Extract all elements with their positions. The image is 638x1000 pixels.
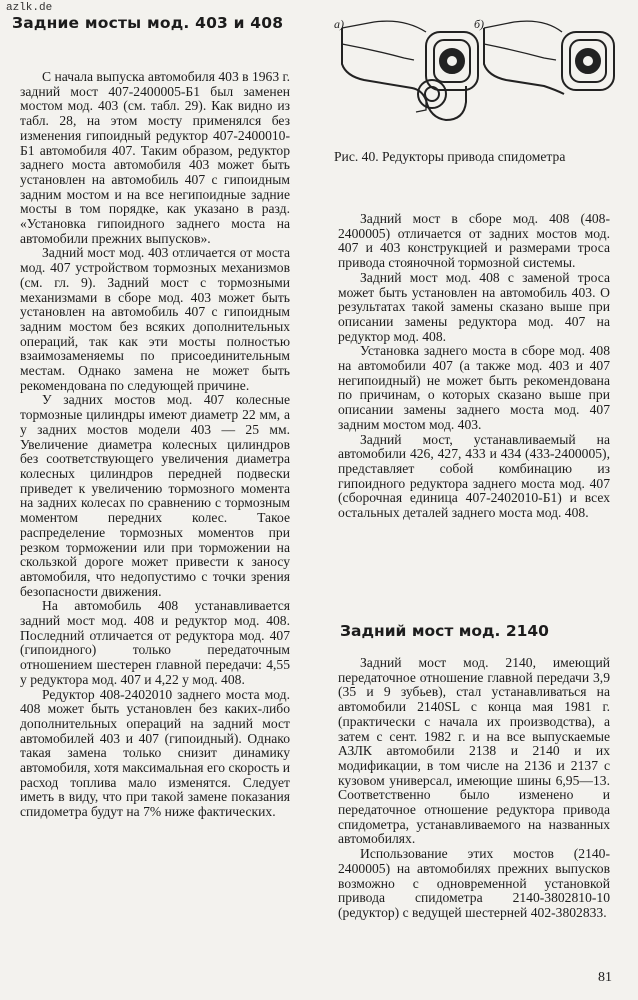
paragraph: У задних мостов мод. 407 колесные тормозные цилиндры имеют диаметр 22 мм, а у задних мостов модели 403 — 25 мм. Увеличение диаметра колесных цилиндров без соответствующего увеличения диаметра колесных цилиндров передней подвески приведет к увеличению тормозного момента на задних колесах по сравнению с тормозным моментом передних колес. Такое распределение тормозных моментов при резком торможении или при торможении на скользкой дороге может привести к заносу автомобиля, что недопустимо с точки зрения безопасности движения. <box>20 392 290 599</box>
page-number: 81 <box>598 970 612 985</box>
figure-caption: Рис. 40. Редукторы привода спидометра <box>334 149 566 164</box>
left-column-text <box>20 70 290 820</box>
right-column-text-top <box>338 212 610 521</box>
section-heading-2140: Задний мост мод. 2140 <box>340 622 549 640</box>
paragraph: Задний мост мод. 408 с заменой троса может быть установлен на автомобиль 403. О результатах такой замены сказано выше при описании замены редуктора мод. 407 на редуктор мод. 408. <box>338 269 610 344</box>
figure-label-a: а) <box>334 17 344 31</box>
paragraph: Задний мост мод. 2140, имеющий передаточное отношение главной передачи 3,9 (35 и 9 зубьев), стал устанавливаться на автомобили 2140SL с конца мая 1981 г. (практически с начала их производства), а затем с сент. 1982 г. и на все выпускаемые АЗЛК автомобили 2138 и 2140 и их модификации, в том числе на 2136 и 2137 с кузовом универсал, имеющие шины 6,95—13. Соответственно было изменено и передаточное отношение редуктора привода спидометра, устанавливаемого на названных автомобилях. <box>338 655 610 847</box>
watermark: azlk.de <box>6 2 53 14</box>
paragraph: Задний мост, устанавливаемый на автомобили 426, 427, 433 и 434 (433-2400005), представляет собой комбинацию из гипоидного редуктора заднего моста мод. 407 (сборочная единица 407-2402010-Б1) и всех остальных деталей заднего моста мод. 408. <box>338 431 610 521</box>
section-heading-403-408: Задние мосты мод. 403 и 408 <box>12 14 284 32</box>
figure-label-b: б) <box>474 17 485 31</box>
speedometer-reducer-figure <box>334 14 624 132</box>
paragraph: Редуктор 408-2402010 заднего моста мод. 408 может быть установлен без каких-либо дополнительных операций на задний мост автомобилей 403 и 407 (гипоидный). Однако такая замена только снизит динамику автомобиля, хотя максимальная его скорость и расход топлива мало изменятся. Следует иметь в виду, что при такой замене показания спидометра будут на 7% ниже фактических. <box>20 686 290 820</box>
paragraph: С начала выпуска автомобиля 403 в 1963 г. задний мост 407-2400005-Б1 был заменен мостом мод. 403 (см. табл. 29). Как видно из табл. 28, на этом мосту применялся без изменения гипоидный редуктор 407-2400010-Б1 автомобиля 407. Таким образом, редуктор заднего моста автомобиля 403 может быть установлен на автомобиль 407 с гипоидным задним мостом и на все негипоидные задние мосты в том порядке, как указано в разд. «Установка гипоидного заднего моста на автомобили прежних выпусков». <box>20 69 290 246</box>
paragraph: На автомобиль 408 устанавливается задний мост мод. 408 и редуктор мод. 408. Последний отличается от редуктора мод. 407 (гипоидного) только передаточным отношением шестерен главной передачи: 4,55 у редуктора мод. 407 и 4,22 у мод. 408. <box>20 598 290 687</box>
paragraph: Задний мост в сборе мод. 408 (408-2400005) отличается от задних мостов мод. 407 и 403 конструкцией и размерами троса привода стояночной тормозной системы. <box>338 211 610 271</box>
right-column-text-bottom <box>338 656 610 921</box>
paragraph: Установка заднего моста в сборе мод. 408 на автомобили 407 (а также мод. 403 и 407 негипоидный) не может быть рекомендована по причинам, о которых сказано выше при описании замены заднего моста мод. 407 задним мостом мод. 403. <box>338 343 610 432</box>
paragraph: Использование этих мостов (2140-2400005) на автомобилях прежних выпусков возможно с одновременной установкой привода спидометра 2140-3802810-10 (редуктор) с ведущей шестерней 402-3802833. <box>338 846 610 920</box>
paragraph: Задний мост мод. 403 отличается от моста мод. 407 устройством тормозных механизмов (см. гл. 9). Задний мост с тормозными механизмами в сборе мод. 403 может быть установлен на автомобиль 407 с гипоидным задним мостом без всяких дополнительных операций, так как эти мосты полностью взаимозаменяемы по присоединительным местам. Однако замена не может быть рекомендована по следующей причине. <box>20 245 290 393</box>
figure-drawing <box>334 14 624 132</box>
